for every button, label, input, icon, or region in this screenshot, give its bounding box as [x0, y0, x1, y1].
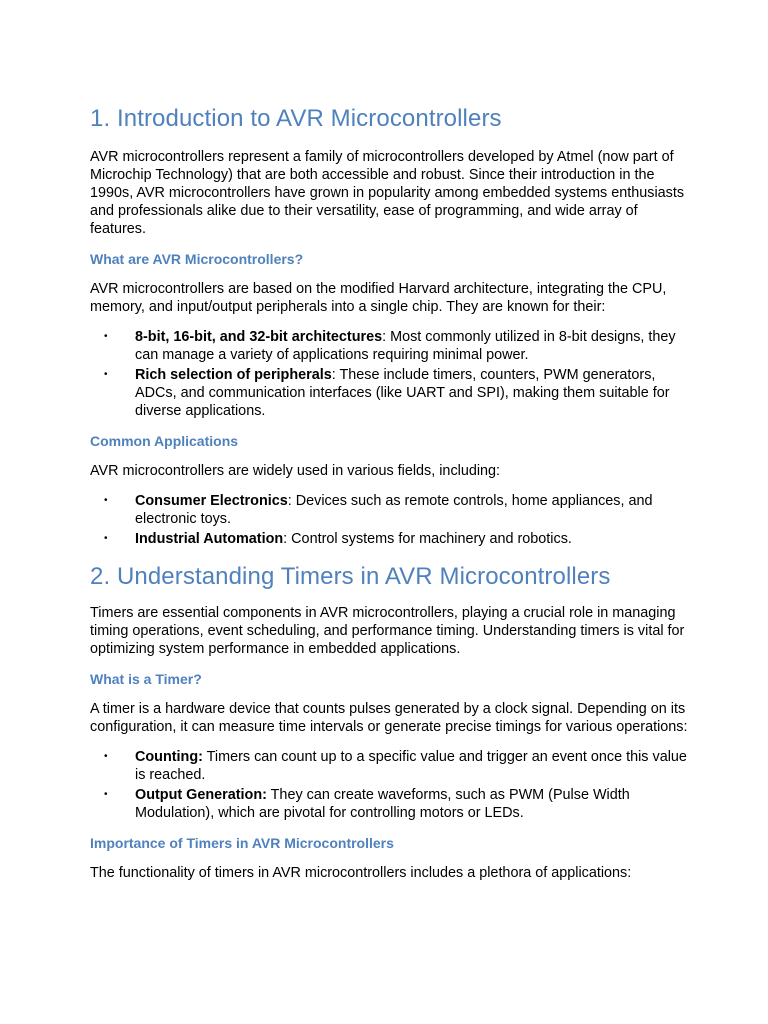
list-item-term: Output Generation: [135, 787, 267, 803]
list-item-term: Counting: [135, 749, 203, 765]
list-item [90, 748, 690, 784]
list-item-text: They can create waveforms, such as PWM (Pulse Width Modulation), which are pivotal for controlling motors or LEDs. [135, 787, 630, 821]
subsection-what-is-timer-paragraph: A timer is a hardware device that counts pulses generated by a clock signal. Depending on its configuration, it can measure time intervals or generate precise timings for various operations: [90, 701, 688, 735]
list-item-text: Timers can count up to a specific value and trigger an event once this value is reached. [135, 749, 687, 783]
section-1-intro: AVR microcontrollers represent a family of microcontrollers developed by Atmel (now part of Microchip Technology) that are both accessible and robust. Since their introduction in the 1990s, AVR microcontrollers have grown in popularity among embedded systems enthusiasts and professionals alike due to their versatility, ease of programming, and wide array of features. [90, 149, 685, 237]
bullet-icon: • [104, 369, 108, 380]
avr-features-list [90, 328, 690, 420]
subsection-common-applications-paragraph: AVR microcontrollers are widely used in various fields, including: [90, 463, 501, 479]
section-2-heading: 2. Understanding Timers in AVR Microcontrollers [90, 563, 611, 590]
list-item [90, 530, 690, 548]
list-item [90, 786, 690, 822]
list-item-term: 8-bit, 16-bit, and 32-bit architectures [135, 329, 383, 345]
list-item-text: : Control systems for machinery and robotics. [283, 531, 572, 547]
subsection-importance-heading: Importance of Timers in AVR Microcontrollers [90, 835, 394, 851]
applications-list [90, 492, 690, 548]
bullet-icon: • [104, 789, 108, 800]
subsection-what-are-avr-heading: What are AVR Microcontrollers? [90, 251, 304, 267]
subsection-common-applications-heading: Common Applications [90, 433, 239, 449]
bullet-icon: • [104, 751, 108, 762]
document-page [90, 102, 690, 894]
list-item-text: : These include timers, counters, PWM generators, ADCs, and communication interfaces (like UART and SPI), making them suitable for diverse applications. [135, 367, 670, 419]
subsection-what-is-timer-heading: What is a Timer? [90, 671, 202, 687]
section-1-heading: 1. Introduction to AVR Microcontrollers [90, 105, 502, 132]
list-item-term: Rich selection of peripherals [135, 367, 332, 383]
bullet-icon: • [104, 533, 108, 544]
list-item-term: Consumer Electronics [135, 493, 288, 509]
list-item [90, 328, 690, 364]
list-item-text: : Most commonly utilized in 8-bit designs, they can manage a variety of applications requiring minimal power. [135, 329, 676, 363]
list-item [90, 366, 690, 420]
list-item-term: Industrial Automation [135, 531, 284, 547]
list-item [90, 492, 690, 528]
list-item-text: : Devices such as remote controls, home appliances, and electronic toys. [135, 493, 653, 527]
timer-features-list [90, 748, 690, 822]
section-2-intro: Timers are essential components in AVR microcontrollers, playing a crucial role in managing timing operations, event scheduling, and performance timing. Understanding timers is vital for optimizing system performance in embedded applications. [90, 605, 685, 657]
subsection-importance-paragraph: The functionality of timers in AVR microcontrollers includes a plethora of applications: [90, 865, 632, 881]
bullet-icon: • [104, 331, 108, 342]
subsection-what-are-avr-paragraph: AVR microcontrollers are based on the modified Harvard architecture, integrating the CPU, memory, and input/output peripherals into a single chip. They are known for their: [90, 281, 667, 315]
bullet-icon: • [104, 495, 108, 506]
